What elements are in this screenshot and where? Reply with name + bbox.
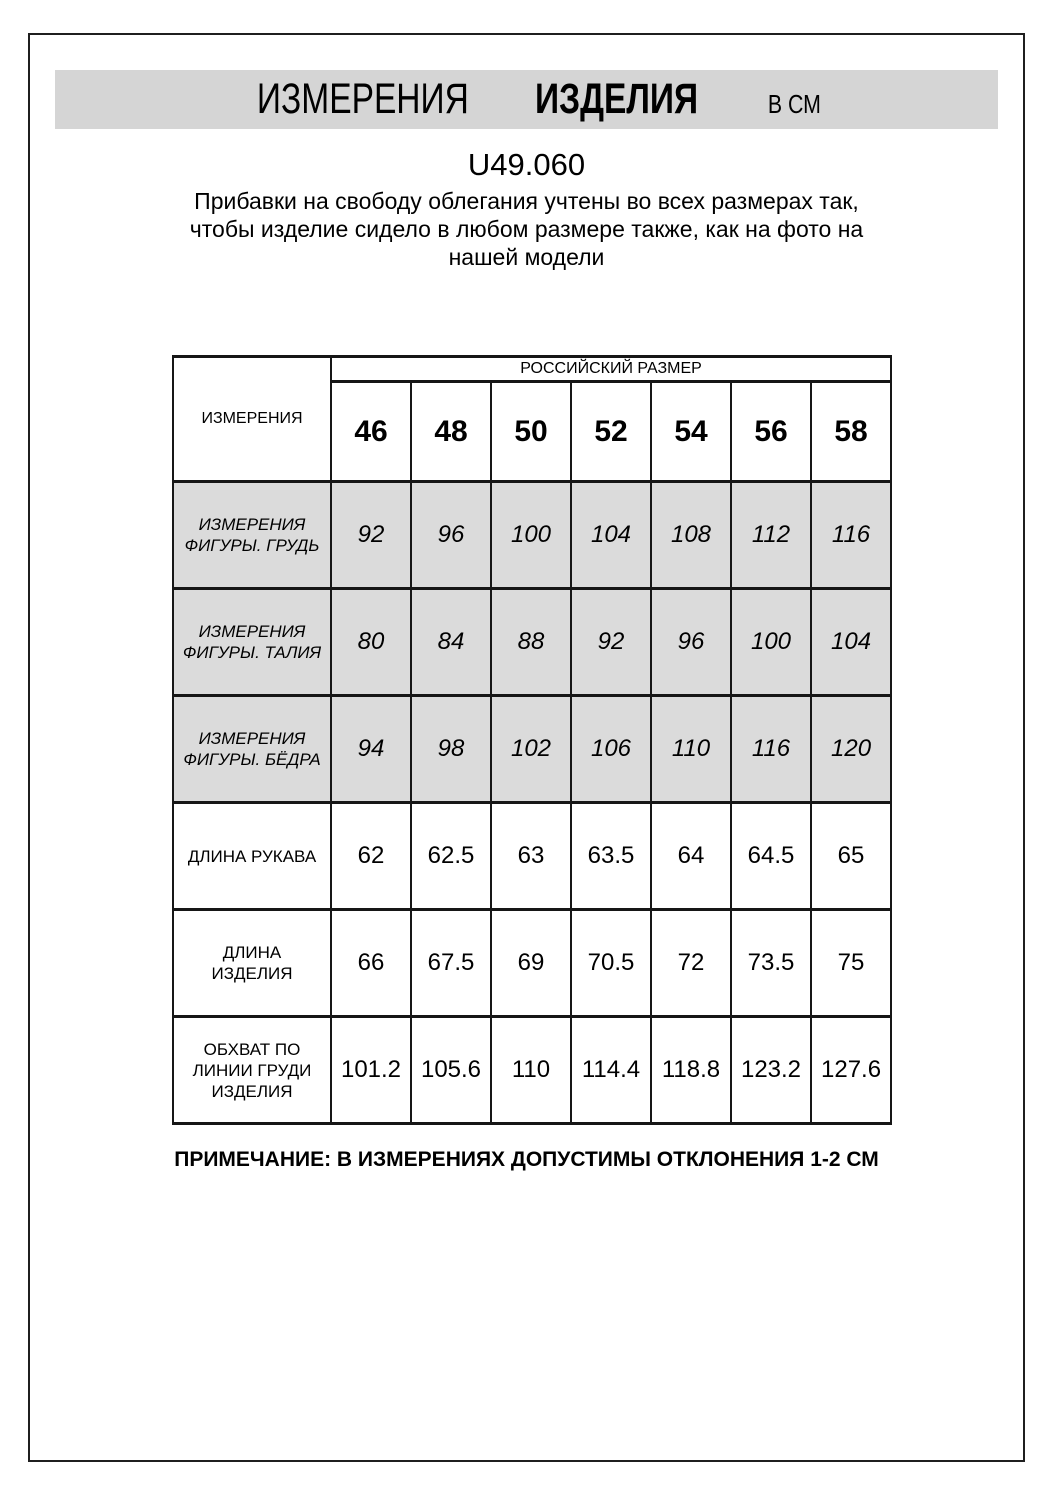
- row-label: ДЛИНА ИЗДЕЛИЯ: [173, 910, 331, 1017]
- corner-label: ИЗМЕРЕНИЯ: [173, 357, 331, 482]
- group-header: РОССИЙСКИЙ РАЗМЕР: [331, 357, 891, 382]
- value-cell: 98: [411, 696, 491, 803]
- value-cell: 70.5: [571, 910, 651, 1017]
- value-cell: 100: [491, 482, 571, 589]
- value-cell: 62: [331, 803, 411, 910]
- size-col-header: 54: [651, 382, 731, 482]
- title-measurements: ИЗМЕРЕНИЯ: [256, 75, 469, 123]
- row-label: ДЛИНА РУКАВА: [173, 803, 331, 910]
- description-line: Прибавки на свободу облегания учтены во всех размерах так,: [194, 188, 859, 214]
- article-code: U49.060: [467, 147, 586, 182]
- value-cell: 69: [491, 910, 571, 1017]
- value-cell: 94: [331, 696, 411, 803]
- value-cell: 101.2: [331, 1017, 411, 1124]
- description-line: чтобы изделие сидело в любом размере также, как на фото на: [189, 216, 864, 242]
- value-cell: 66: [331, 910, 411, 1017]
- value-cell: 72: [651, 910, 731, 1017]
- value-cell: 62.5: [411, 803, 491, 910]
- value-cell: 88: [491, 589, 571, 696]
- value-cell: 73.5: [731, 910, 811, 1017]
- title-unit: В СМ: [767, 89, 821, 119]
- value-cell: 112: [731, 482, 811, 589]
- value-cell: 110: [651, 696, 731, 803]
- description: [30, 187, 1023, 271]
- title-product: ИЗДЕЛИЯ: [535, 75, 699, 123]
- size-col-header: 46: [331, 382, 411, 482]
- value-cell: 92: [331, 482, 411, 589]
- size-col-header: 58: [811, 382, 891, 482]
- value-cell: 84: [411, 589, 491, 696]
- value-cell: 114.4: [571, 1017, 651, 1124]
- value-cell: 63: [491, 803, 571, 910]
- table-row: [173, 803, 891, 910]
- value-cell: 123.2: [731, 1017, 811, 1124]
- row-label: ИЗМЕРЕНИЯ ФИГУРЫ. ГРУДЬ: [173, 482, 331, 589]
- value-cell: 105.6: [411, 1017, 491, 1124]
- table-row: [173, 696, 891, 803]
- value-cell: 104: [571, 482, 651, 589]
- value-cell: 64.5: [731, 803, 811, 910]
- value-cell: 64: [651, 803, 731, 910]
- group-header-row: [173, 357, 891, 382]
- value-cell: 75: [811, 910, 891, 1017]
- value-cell: 116: [811, 482, 891, 589]
- value-cell: 65: [811, 803, 891, 910]
- size-col-header: 56: [731, 382, 811, 482]
- value-cell: 110: [491, 1017, 571, 1124]
- table-row: [173, 1017, 891, 1124]
- row-label: ИЗМЕРЕНИЯ ФИГУРЫ. БЁДРА: [173, 696, 331, 803]
- size-col-header: 48: [411, 382, 491, 482]
- value-cell: 80: [331, 589, 411, 696]
- value-cell: 102: [491, 696, 571, 803]
- table-row: [173, 482, 891, 589]
- value-cell: 116: [731, 696, 811, 803]
- value-cell: 100: [731, 589, 811, 696]
- note: ПРИМЕЧАНИЕ: В ИЗМЕРЕНИЯХ ДОПУСТИМЫ ОТКЛОНЕНИЯ 1-2 СМ: [174, 1148, 879, 1171]
- description-line: нашей модели: [448, 244, 605, 270]
- row-label: ОБХВАТ ПО ЛИНИИ ГРУДИ ИЗДЕЛИЯ: [173, 1017, 331, 1124]
- value-cell: 67.5: [411, 910, 491, 1017]
- size-col-header: 50: [491, 382, 571, 482]
- value-cell: 96: [411, 482, 491, 589]
- table-row: [173, 910, 891, 1017]
- value-cell: 96: [651, 589, 731, 696]
- size-table: [172, 355, 892, 1125]
- table-row: [173, 589, 891, 696]
- value-cell: 118.8: [651, 1017, 731, 1124]
- title-bar: [55, 70, 998, 129]
- value-cell: 92: [571, 589, 651, 696]
- value-cell: 120: [811, 696, 891, 803]
- size-col-header: 52: [571, 382, 651, 482]
- value-cell: 104: [811, 589, 891, 696]
- row-label: ИЗМЕРЕНИЯ ФИГУРЫ. ТАЛИЯ: [173, 589, 331, 696]
- value-cell: 106: [571, 696, 651, 803]
- page-frame: [28, 33, 1025, 1462]
- value-cell: 108: [651, 482, 731, 589]
- value-cell: 63.5: [571, 803, 651, 910]
- value-cell: 127.6: [811, 1017, 891, 1124]
